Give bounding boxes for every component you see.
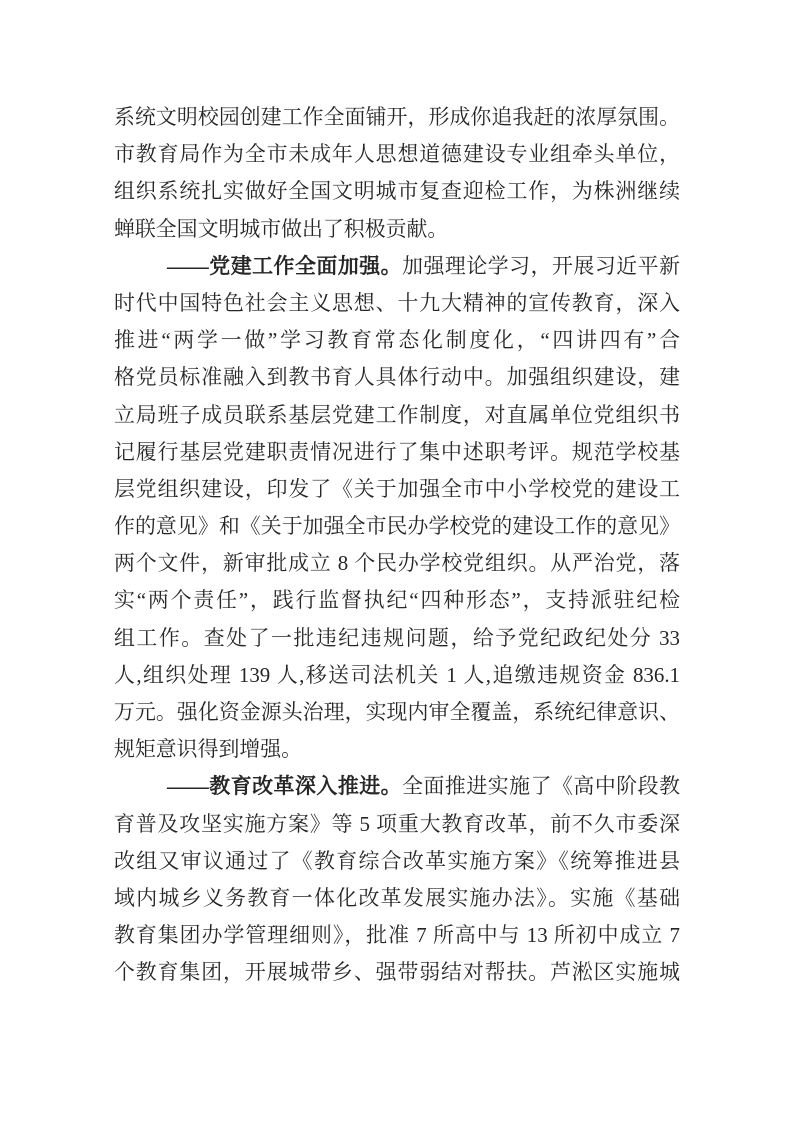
paragraph xyxy=(114,768,680,991)
text-segment: 作的意见》和《关于加强全市民办学校党的建设工作的意见》 xyxy=(114,514,680,539)
text-segment: 两个文件，新审批成立 8 个民办学校党组织。从严治党，落 xyxy=(114,551,680,576)
text-segment: 组织系统扎实做好全国文明城市复查迎检工作，为株洲继续 xyxy=(114,179,680,204)
text-segment: 全面推进实施了《高中阶段教 xyxy=(402,774,680,799)
paragraph xyxy=(114,248,680,769)
text-line xyxy=(114,657,680,694)
text-segment: 系统文明校园创建工作全面铺开，形成你追我赶的浓厚氛围。 xyxy=(114,105,680,129)
text-segment: 时代中国特色社会主义思想、十九大精神的宣传教育，深入 xyxy=(114,290,680,315)
text-segment: 立局班子成员联系基层党建工作制度，对直属单位党组织书 xyxy=(114,402,680,427)
text-line xyxy=(114,917,680,954)
text-segment: 万元。强化资金源头治理，实现内审全覆盖，系统纪律意识、 xyxy=(114,700,680,724)
text-segment: 人,组织处理 139 人,移送司法机关 1 人,追缴违规资金 836.1 xyxy=(114,662,680,687)
text-line xyxy=(114,173,680,210)
document-body xyxy=(114,99,680,992)
text-line xyxy=(114,508,680,545)
text-line xyxy=(114,322,680,359)
text-line xyxy=(114,806,680,843)
text-line xyxy=(114,731,680,768)
text-segment: 规矩意识得到增强。 xyxy=(114,737,303,762)
text-line xyxy=(114,248,680,285)
text-segment: 改组又审议通过了《教育综合改革实施方案》《统筹推进县 xyxy=(114,848,680,873)
text-line xyxy=(114,582,680,619)
text-line xyxy=(114,397,680,434)
text-line xyxy=(114,880,680,917)
text-segment: 记履行基层党建职责情况进行了集中述职考评。规范学校基 xyxy=(114,439,680,464)
text-segment: 格党员标准融入到教书育人具体行动中。加强组织建设，建 xyxy=(114,365,680,390)
paragraph-lead-emphasis: ——教育改革深入推进。 xyxy=(167,774,403,799)
text-line xyxy=(114,285,680,322)
text-segment: 蝉联全国文明城市做出了积极贡献。 xyxy=(114,216,449,241)
paragraph xyxy=(114,99,680,248)
text-segment: 层党组织建设，印发了《关于加强全市中小学校党的建设工 xyxy=(114,476,680,501)
text-segment: 域内城乡义务教育一体化改革发展实施办法》。实施《基础 xyxy=(114,885,680,910)
text-line xyxy=(114,434,680,471)
text-line xyxy=(114,471,680,508)
text-segment: 加强理论学习，开展习近平新 xyxy=(402,253,680,278)
text-line xyxy=(114,99,680,136)
text-line xyxy=(114,136,680,173)
text-line xyxy=(114,694,680,731)
text-line xyxy=(114,843,680,880)
paragraph-lead-emphasis: ——党建工作全面加强。 xyxy=(167,253,403,278)
text-line xyxy=(114,768,680,805)
text-line xyxy=(114,211,680,248)
text-segment: 个教育集团，开展城带乡、强带弱结对帮扶。芦淞区实施城 xyxy=(114,960,680,985)
text-segment: 组工作。查处了一批违纪违规问题，给予党纪政纪处分 33 xyxy=(114,625,680,650)
text-segment: 实“两个责任”，践行监督执纪“四种形态”，支持派驻纪检 xyxy=(114,588,680,613)
text-line xyxy=(114,954,680,991)
text-line xyxy=(114,620,680,657)
text-segment: 市教育局作为全市未成年人思想道德建设专业组牵头单位， xyxy=(114,142,680,167)
text-segment: 育普及攻坚实施方案》等 5 项重大教育改革，前不久市委深 xyxy=(114,811,680,836)
text-line xyxy=(114,545,680,582)
text-segment: 推进“两学一做”学习教育常态化制度化，“四讲四有”合 xyxy=(114,328,680,353)
text-line xyxy=(114,359,680,396)
text-segment: 教育集团办学管理细则》，批准 7 所高中与 13 所初中成立 7 xyxy=(114,923,680,948)
